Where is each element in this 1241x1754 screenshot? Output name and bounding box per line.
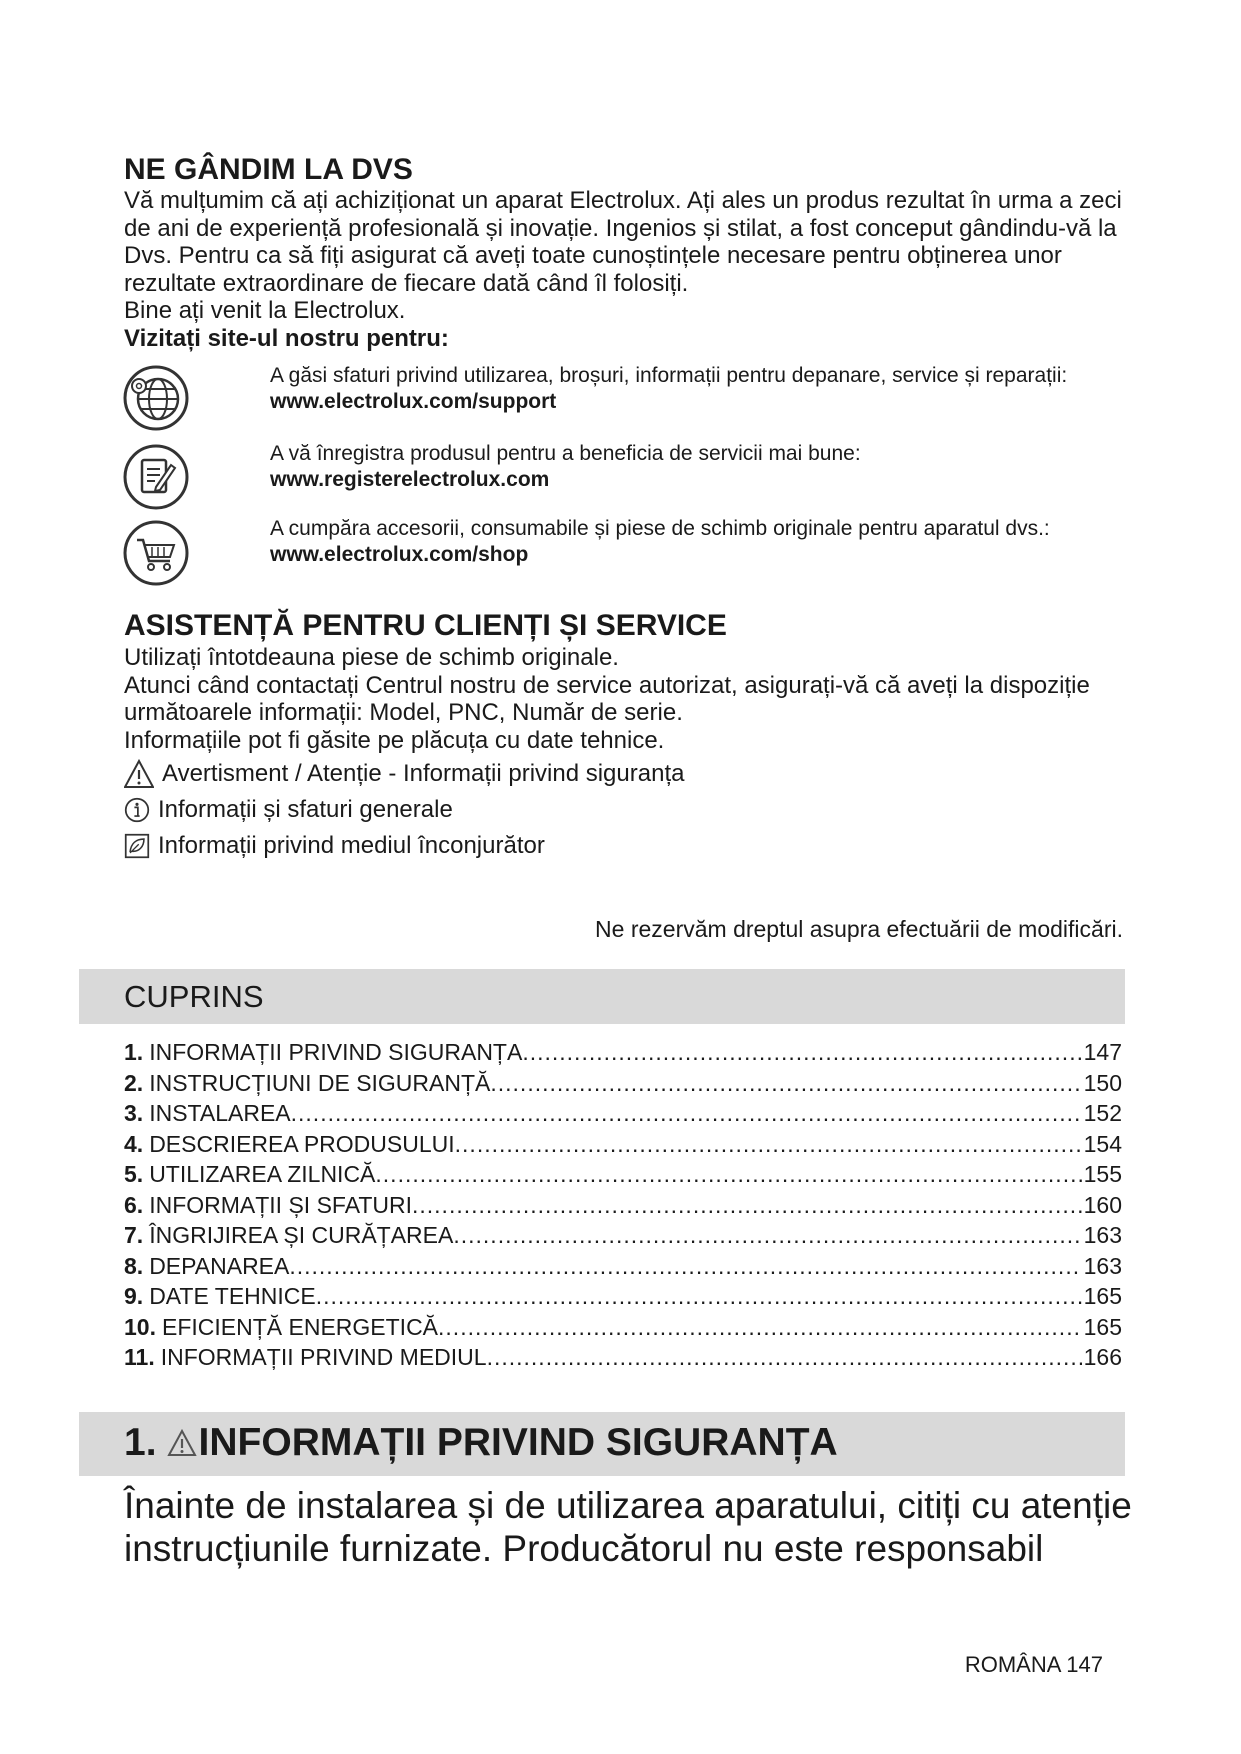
welcome-text: Bine ați venit la Electrolux. [124,297,406,324]
legend-info-text: Informații și sfaturi generale [158,796,453,823]
toc-item[interactable]: 10. EFICIENȚĂ ENERGETICĂ ..... 165 [124,1312,1122,1343]
section-title-text: INFORMAȚII PRIVIND SIGURANȚA [198,1421,838,1464]
support-link-url[interactable]: www.electrolux.com/support [270,390,557,413]
register-link-url[interactable]: www.registerelectrolux.com [270,468,550,491]
support-line-3: Informațiile pot fi găsite pe plăcuța cu date tehnice. [124,726,665,754]
section-number: 1. [124,1421,157,1464]
shop-link-text: A cumpăra accesorii, consumabile și piese de schimb originale pentru aparatul dvs.: [270,517,1050,540]
toc-item[interactable]: 8. DEPANAREA ..... 163 [124,1251,1122,1282]
toc-item[interactable]: 1. INFORMAȚII PRIVIND SIGURANȚA ..... 147 [124,1037,1122,1068]
section-intro [124,1484,1134,1570]
legend-warning-text: Avertisment / Atenție - Informații privind siguranța [162,760,685,787]
info-icon [124,797,150,823]
toc-item[interactable]: 9. DATE TEHNICE ..... 165 [124,1281,1122,1312]
legend-environment-text: Informații privind mediul înconjurător [158,832,545,859]
about-paragraph [124,187,1134,352]
register-icon [122,443,190,511]
support-line-2: Atunci când contactați Centrul nostru de service autorizat, asigurați-vă că aveți la dispoziție următoarele informații: Model, PNC, Număr de serie. [124,671,1090,726]
legend-info [124,795,453,825]
support-line-1: Utilizați întotdeauna piese de schimb originale. [124,644,619,671]
environment-icon [124,833,150,859]
register-link-block [270,441,1130,493]
about-text: Vă mulțumim că ați achiziționat un aparat Electrolux. Ați ales un produs rezultat în urma a zeci de ani de experiență profesională și inovație. Ingenios și stilat, a fost conceput gândindu-vă la Dvs. Pentru ca să fiți asigurat că aveți toate cunoștințele necesare pentru obținerea unor rezultate extraordinare de fiecare dată când îl folosiți. [124,187,1122,297]
toc-item[interactable]: 6. INFORMAȚII ȘI SFATURI ..... 160 [124,1190,1122,1221]
warning-icon [167,1428,197,1458]
page-footer: ROMÂNA 147 [964,1652,1103,1677]
toc-item[interactable]: 4. DESCRIEREA PRODUSULUI ..... 154 [124,1129,1122,1160]
shop-link-block [270,516,1130,568]
register-link-text: A vă înregistra produsul pentru a beneficia de servicii mai bune: [270,442,861,465]
shop-link-url[interactable]: www.electrolux.com/shop [270,543,529,566]
support-link-text: A găsi sfaturi privind utilizarea, broșuri, informații pentru depanare, service și reparații: [270,364,1068,387]
cart-icon [122,519,190,587]
warning-icon [124,759,154,789]
toc-item[interactable]: 2. INSTRUCȚIUNI DE SIGURANȚĂ ..... 150 [124,1068,1122,1099]
legend-environment [124,831,545,861]
support-paragraph [124,644,1134,754]
visit-text: Vizitați site-ul nostru pentru: [124,324,449,352]
toc-item[interactable]: 11. INFORMAȚII PRIVIND MEDIUL ..... 166 [124,1342,1122,1373]
toc-item[interactable]: 5. UTILIZAREA ZILNICĂ ..... 155 [124,1159,1122,1190]
section-title [124,1420,838,1466]
support-link-block [270,363,1130,415]
support-title: ASISTENȚĂ PENTRU CLIENȚI ȘI SERVICE [124,609,727,642]
legend-warning [124,759,684,789]
toc-item[interactable]: 7. ÎNGRIJIREA ȘI CURĂȚAREA ..... 163 [124,1220,1122,1251]
modification-notice: Ne rezervăm dreptul asupra efectuării de modificări. [595,916,1123,942]
intro-line-1: Înainte de instalarea și de utilizarea aparatului, citiți cu atenție [124,1485,1132,1526]
toc-title: CUPRINS [124,979,264,1014]
toc-item[interactable]: 3. INSTALAREA ..... 152 [124,1098,1122,1129]
globe-icon [122,364,190,432]
about-title: NE GÂNDIM LA DVS [124,153,413,186]
table-of-contents [124,1037,1122,1373]
intro-line-2: instrucțiunile furnizate. Producătorul nu este responsabil [124,1528,1044,1569]
